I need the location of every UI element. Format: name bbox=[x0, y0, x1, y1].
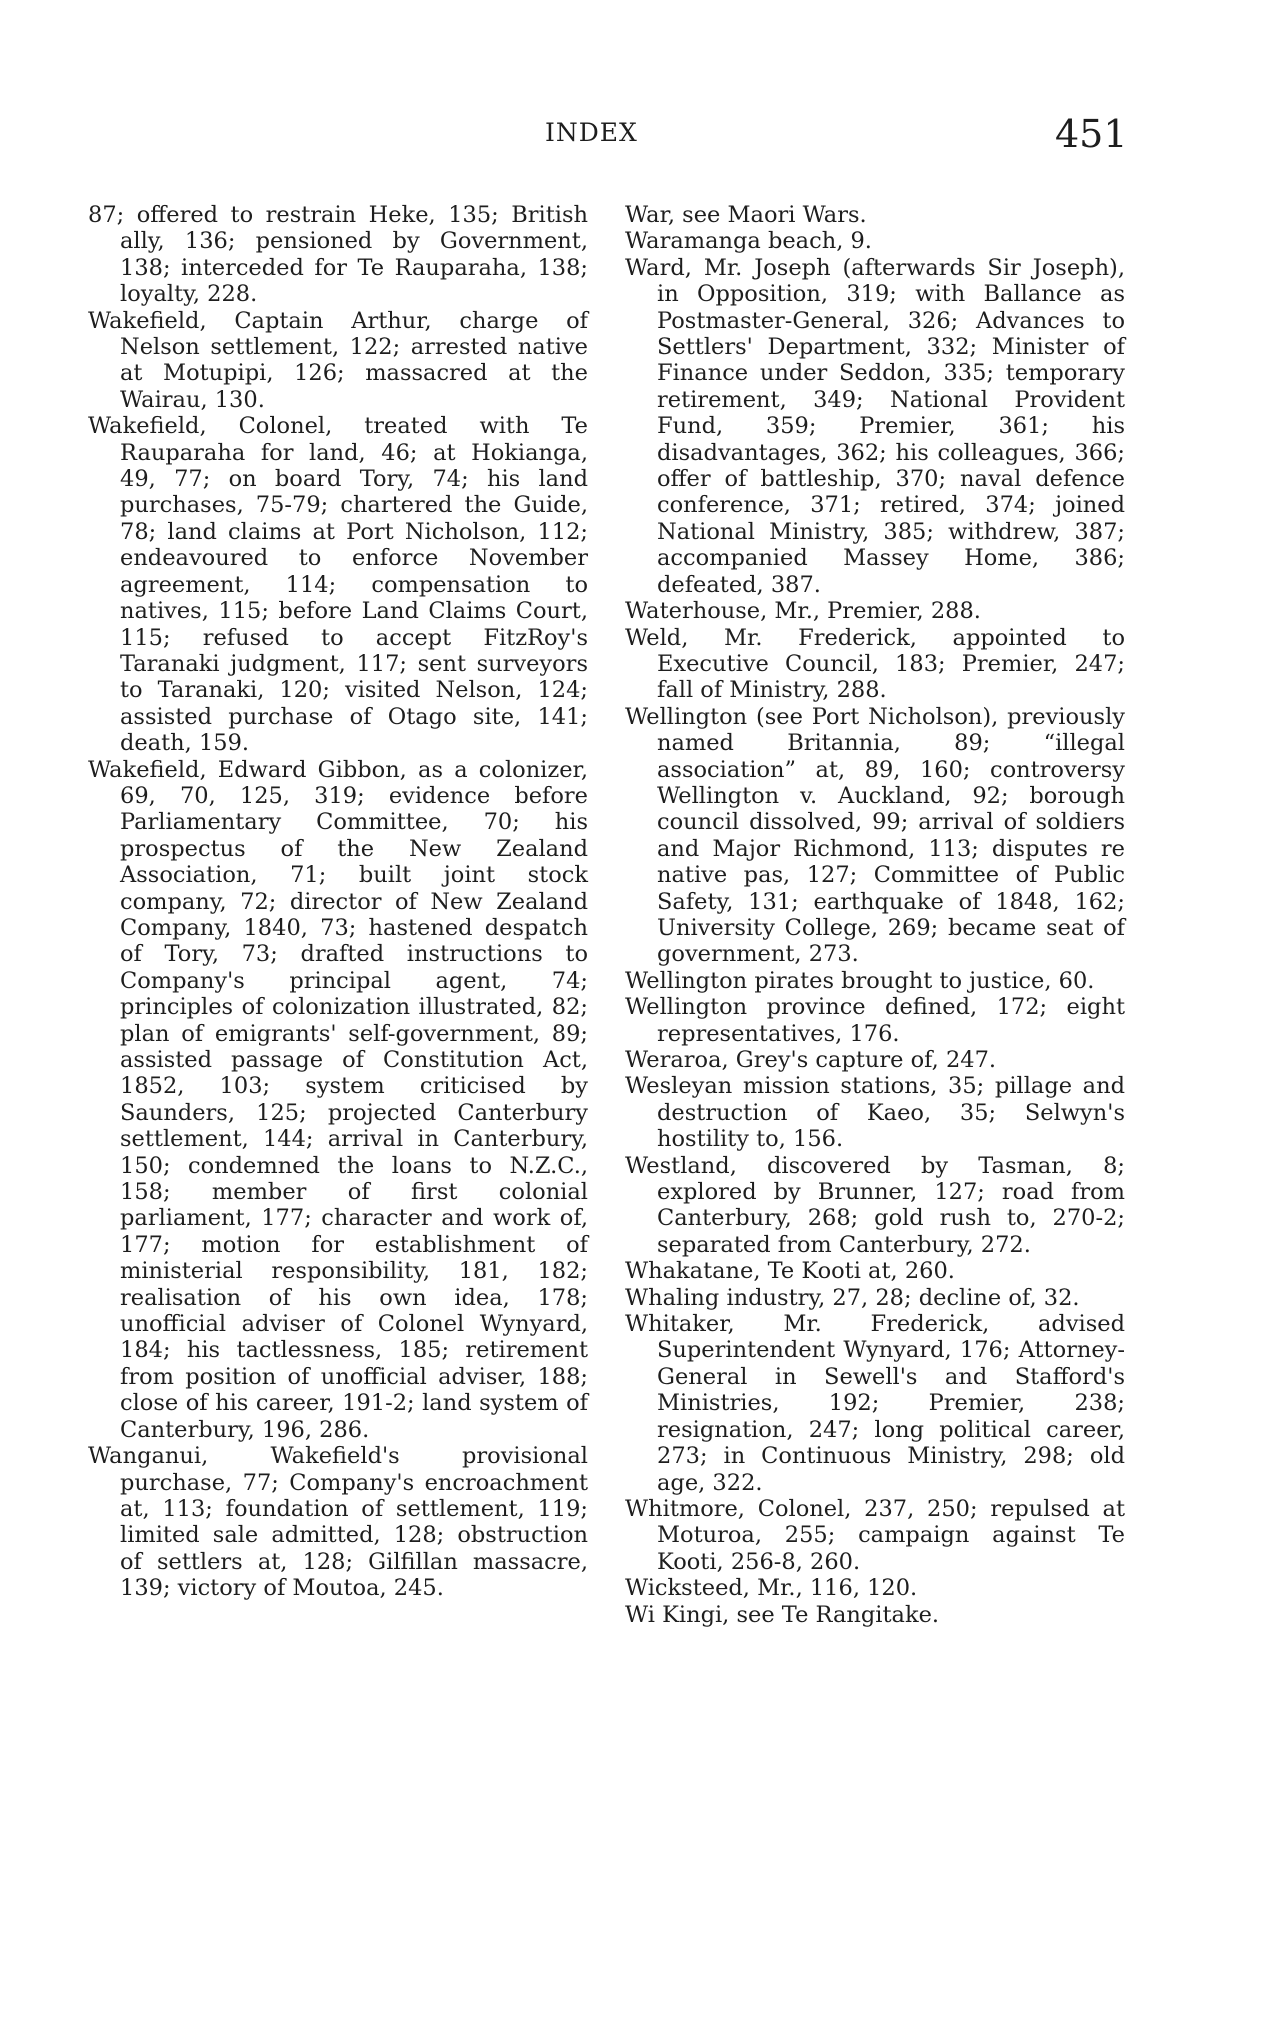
index-entry: Waramanga beach, 9. bbox=[625, 228, 872, 255]
page-number: 451 bbox=[1055, 112, 1128, 156]
index-entry: Wellington province defined, 172; eight representatives, 176. bbox=[625, 994, 1125, 1047]
index-entry: Westland, discovered by Tasman, 8; explored by Brunner, 127; road from Canterbury, 268; gold rush to, 270-2; separated from Canterbury, 272. bbox=[625, 1152, 1125, 1258]
index-entry: Whitaker, Mr. Frederick, advised Superintendent Wynyard, 176; Attorney-General in Sewell's and Stafford's Ministries, 192; Premier, 238; resignation, 247; long political career, 273; in Continuous Ministry, 298; old age, 322. bbox=[625, 1311, 1125, 1496]
index-entry: Wellington pirates brought to justice, 60. bbox=[625, 967, 1095, 994]
index-entry: Wi Kingi, see Te Rangitake. bbox=[625, 1601, 940, 1628]
right-index-column bbox=[625, 202, 1125, 1628]
index-entry: Whaling industry, 27, 28; decline of, 32. bbox=[625, 1284, 1080, 1311]
index-entry: Wakefield, Colonel, treated with Te Rauparaha for land, 46; at Hokianga, 49, 77; on board Tory, 74; his land purchases, 75-79; chartered the Guide, 78; land claims at Port Nicholson, 112; endeavoured to enforce November agreement, 114; compensation to natives, 115; before Land Claims Court, 115; refused to accept FitzRoy's Taranaki judgment, 117; sent surveyors to Taranaki, 120; visited Nelson, 124; assisted purchase of Otago site, 141; death, 159. bbox=[88, 413, 588, 757]
index-entry: Wakefield, Edward Gibbon, as a colonizer, 69, 70, 125, 319; evidence before Parliamentary Committee, 70; his prospectus of the New Zealand Association, 71; built joint stock company, 72; director of New Zealand Company, 1840, 73; hastened despatch of Tory, 73; drafted instructions to Company's principal agent, 74; principles of colonization illustrated, 82; plan of emigrants' self-government, 89; assisted passage of Constitution Act, 1852, 103; system criticised by Saunders, 125; projected Canterbury settlement, 144; arrival in Canterbury, 150; condemned the loans to N.Z.C., 158; member of first colonial parliament, 177; character and work of, 177; motion for establishment of ministerial responsibility, 181, 182; realisation of his own idea, 178; unofficial adviser of Colonel Wynyard, 184; his tactlessness, 185; retirement from position of unofficial adviser, 188; close of his career, 191-2; land system of Canterbury, 196, 286. bbox=[88, 756, 588, 1443]
left-index-column bbox=[88, 202, 588, 1602]
index-entry: Whitmore, Colonel, 237, 250; repulsed at Moturoa, 255; campaign against Te Kooti, 256-8, 260. bbox=[625, 1495, 1125, 1575]
page-title: INDEX bbox=[545, 118, 638, 147]
index-entry: Wellington (see Port Nicholson), previously named Britannia, 89; “illegal association” at, 89, 160; controversy Wellington v. Auckland, 92; borough council dissolved, 99; arrival of soldiers and Major Richmond, 113; disputes re native pas, 127; Committee of Public Safety, 131; earthquake of 1848, 162; University College, 269; became seat of government, 273. bbox=[625, 703, 1125, 968]
index-entry: Whakatane, Te Kooti at, 260. bbox=[625, 1258, 955, 1285]
index-entry: Waterhouse, Mr., Premier, 288. bbox=[625, 598, 981, 625]
index-entry: Wesleyan mission stations, 35; pillage and destruction of Kaeo, 35; Selwyn's hostility to, 156. bbox=[625, 1073, 1125, 1153]
index-entry: Weraroa, Grey's capture of, 247. bbox=[625, 1047, 997, 1073]
index-entry: Weld, Mr. Frederick, appointed to Executive Council, 183; Premier, 247; fall of Ministry, 288. bbox=[625, 624, 1125, 704]
index-entry: Wanganui, Wakefield's provisional purchase, 77; Company's encroachment at, 113; foundation of settlement, 119; limited sale admitted, 128; obstruction of settlers at, 128; Gilfillan massacre, 139; victory of Moutoa, 245. bbox=[88, 1443, 588, 1602]
index-entry: 87; offered to restrain Heke, 135; British ally, 136; pensioned by Government, 138; interceded for Te Rauparaha, 138; loyalty, 228. bbox=[88, 202, 588, 308]
index-entry: Ward, Mr. Joseph (afterwards Sir Joseph), in Opposition, 319; with Ballance as Postmaster-General, 326; Advances to Settlers' Department, 332; Minister of Finance under Seddon, 335; temporary retirement, 349; National Provident Fund, 359; Premier, 361; his disadvantages, 362; his colleagues, 366; offer of battleship, 370; naval defence conference, 371; retired, 374; joined National Ministry, 385; withdrew, 387; accompanied Massey Home, 386; defeated, 387. bbox=[625, 254, 1125, 598]
index-entry: War, see Maori Wars. bbox=[625, 202, 867, 228]
index-entry: Wakefield, Captain Arthur, charge of Nelson settlement, 122; arrested native at Motupipi, 126; massacred at the Wairau, 130. bbox=[88, 307, 588, 413]
index-entry: Wicksteed, Mr., 116, 120. bbox=[625, 1575, 918, 1602]
